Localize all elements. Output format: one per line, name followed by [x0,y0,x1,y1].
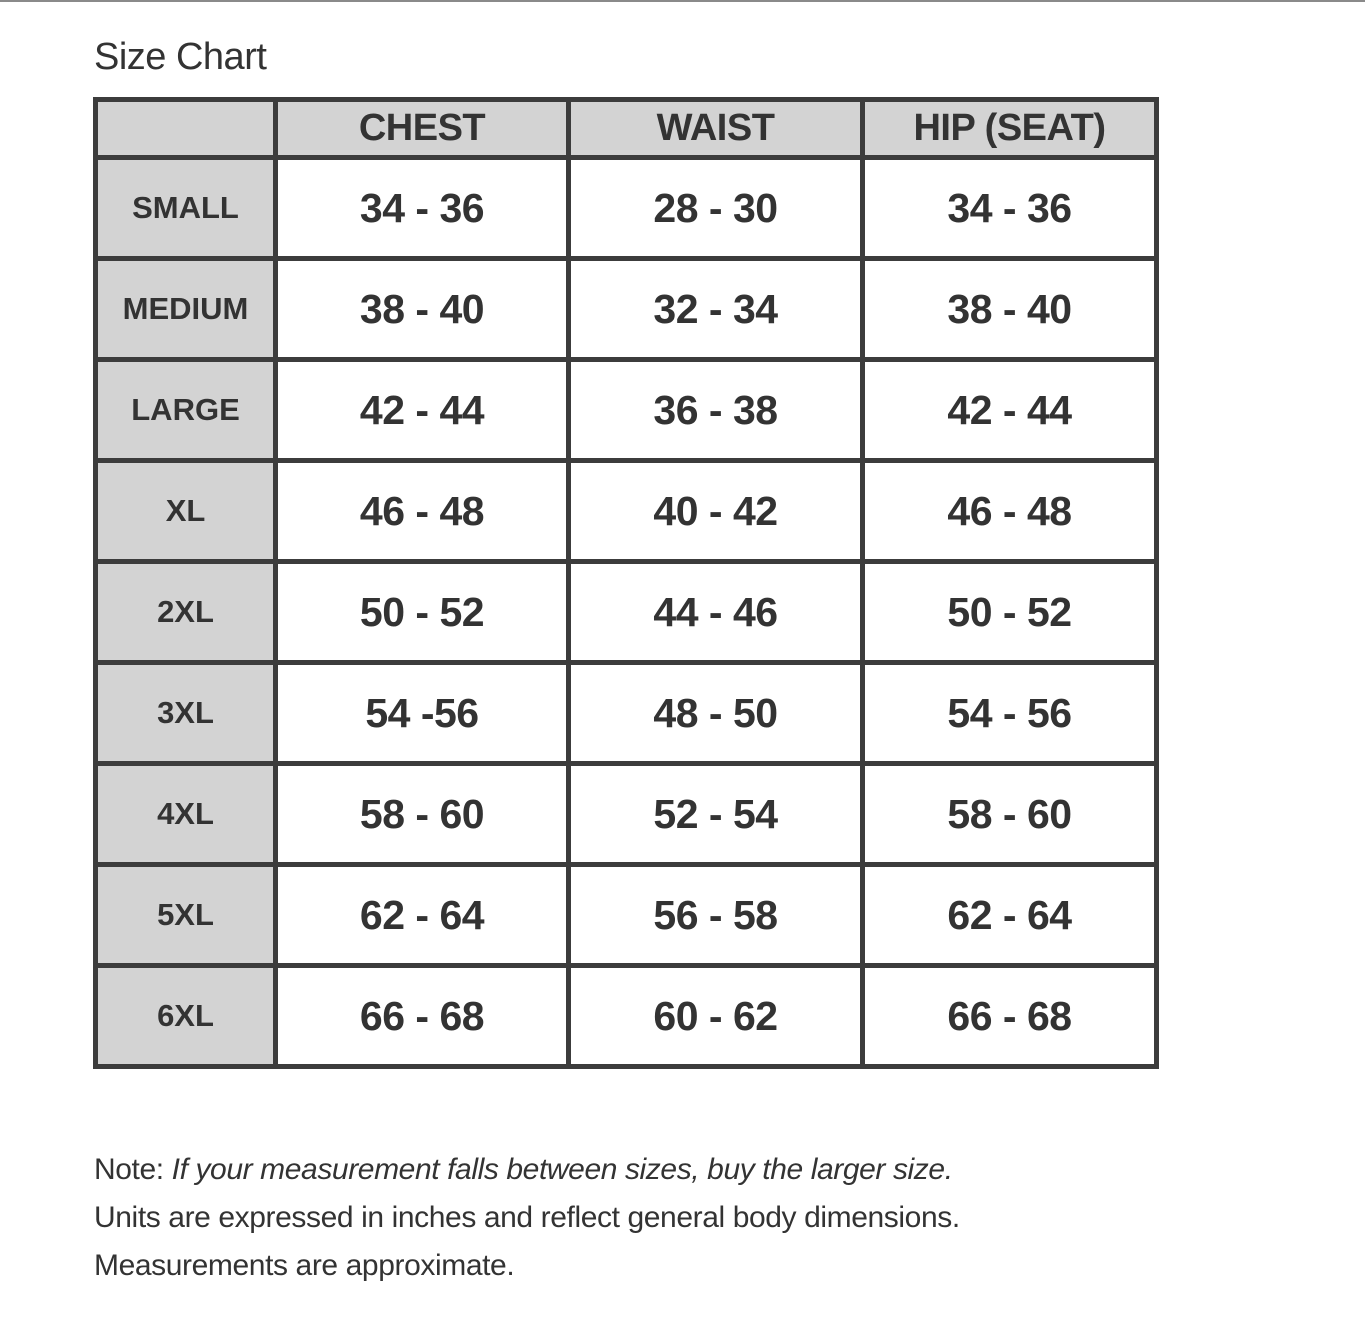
chest-cell: 38 - 40 [276,259,569,360]
hip-cell: 58 - 60 [863,764,1157,865]
header-row [96,100,1157,158]
waist-cell: 52 - 54 [569,764,863,865]
top-divider [0,0,1365,2]
chest-cell: 46 - 48 [276,461,569,562]
table-row [96,158,1157,259]
chest-cell: 62 - 64 [276,865,569,966]
table-row [96,663,1157,764]
table-header [96,100,1157,158]
table-body [96,158,1157,1067]
waist-cell: 28 - 30 [569,158,863,259]
note-line-3: Measurements are approximate. [94,1249,515,1282]
row-size-label: XL [96,461,276,562]
waist-cell: 40 - 42 [569,461,863,562]
row-size-label: 6XL [96,966,276,1067]
size-chart-table [93,97,1159,1069]
table-row [96,259,1157,360]
row-size-label: SMALL [96,158,276,259]
header-hip-seat: HIP (SEAT) [863,100,1157,158]
waist-cell: 44 - 46 [569,562,863,663]
table-row [96,562,1157,663]
page-title: Size Chart [94,36,267,78]
waist-cell: 36 - 38 [569,360,863,461]
table-row [96,461,1157,562]
row-size-label: 3XL [96,663,276,764]
hip-cell: 46 - 48 [863,461,1157,562]
chest-cell: 58 - 60 [276,764,569,865]
chest-cell: 50 - 52 [276,562,569,663]
header-corner-cell [96,100,276,158]
row-size-label: 4XL [96,764,276,865]
waist-cell: 56 - 58 [569,865,863,966]
hip-cell: 54 - 56 [863,663,1157,764]
header-chest: CHEST [276,100,569,158]
notes-block [94,1146,960,1290]
table-row [96,360,1157,461]
hip-cell: 38 - 40 [863,259,1157,360]
table-row [96,865,1157,966]
note-label: Note: [94,1153,164,1186]
chest-cell: 34 - 36 [276,158,569,259]
note-line-2: Units are expressed in inches and reflect general body dimensions. [94,1201,960,1234]
hip-cell: 34 - 36 [863,158,1157,259]
note-line-1 [94,1146,960,1194]
header-waist: WAIST [569,100,863,158]
table-row [96,764,1157,865]
hip-cell: 42 - 44 [863,360,1157,461]
row-size-label: MEDIUM [96,259,276,360]
chest-cell: 42 - 44 [276,360,569,461]
row-size-label: LARGE [96,360,276,461]
hip-cell: 66 - 68 [863,966,1157,1067]
row-size-label: 5XL [96,865,276,966]
note-emphasis: If your measurement falls between sizes, buy the larger size. [171,1153,953,1186]
chest-cell: 54 -56 [276,663,569,764]
waist-cell: 60 - 62 [569,966,863,1067]
row-size-label: 2XL [96,562,276,663]
hip-cell: 50 - 52 [863,562,1157,663]
table-row [96,966,1157,1067]
waist-cell: 32 - 34 [569,259,863,360]
hip-cell: 62 - 64 [863,865,1157,966]
waist-cell: 48 - 50 [569,663,863,764]
chest-cell: 66 - 68 [276,966,569,1067]
